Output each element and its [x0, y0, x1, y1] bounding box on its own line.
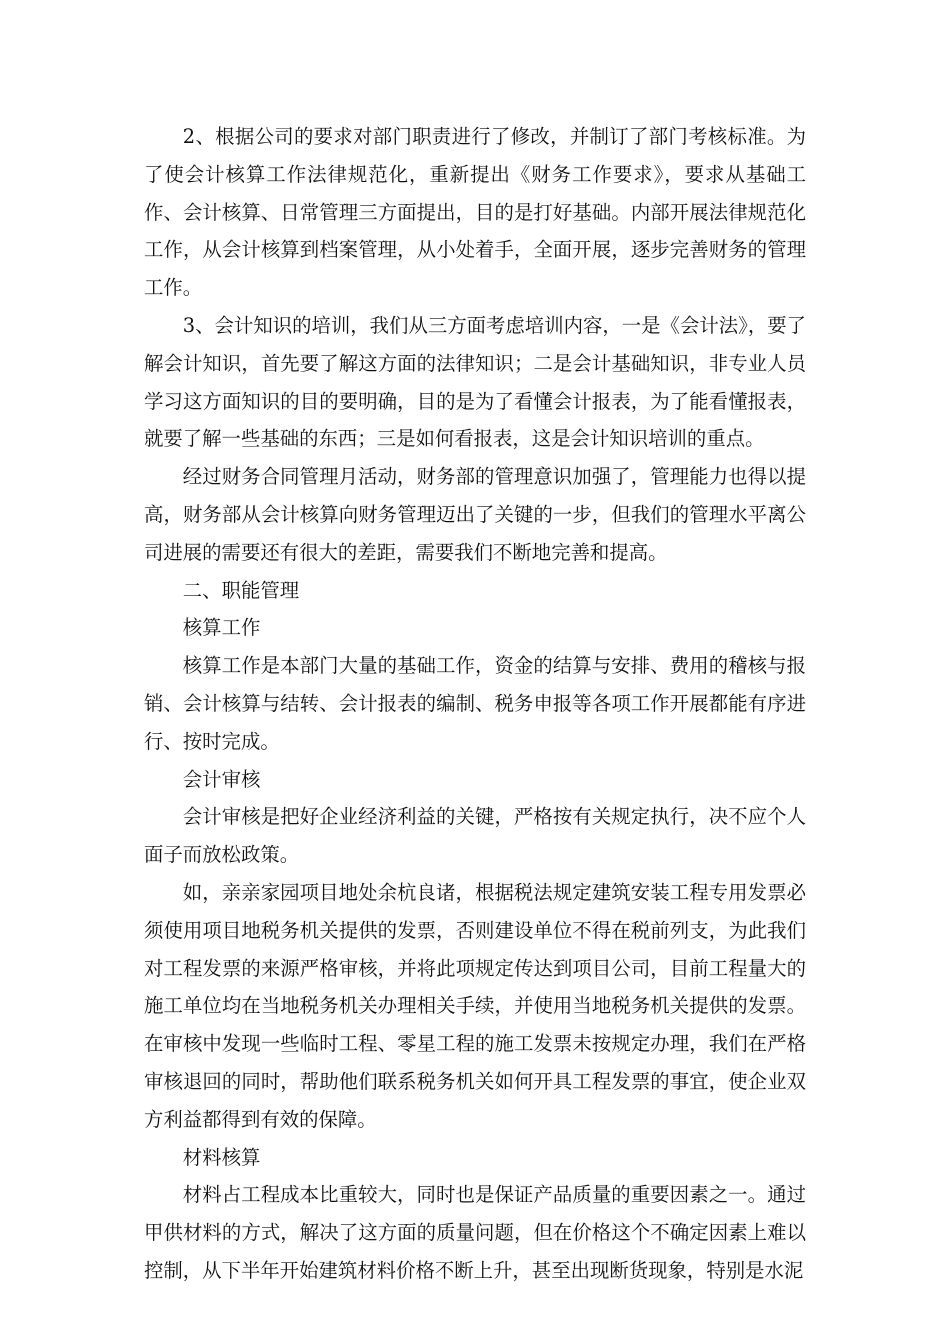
- document-page: [144, 118, 806, 1290]
- paragraph-management-summary: 经过财务合同管理月活动，财务部的管理意识加强了，管理能力也得以提高，财务部从会计核算向财务管理迈出了关键的一步，但我们的管理水平离公司进展的需要还有很大的差距，需要我们不断地完善和提高。: [144, 465, 806, 564]
- subheading-accounting-audit: 会计审核: [182, 767, 261, 791]
- subheading-material-accounting: 材料核算: [182, 1145, 261, 1169]
- paragraph-accounting-training: 3、会计知识的培训，我们从三方面考虑培训内容，一是《会计法》，要了解会计知识，首先要了解这方面的法律知识；二是会计基础知识，非专业人员学习这方面知识的目的要明确，目的是为了看懂会计报表，为了能看懂报表，就要了解一些基础的东西；三是如何看报表，这是会计知识培训的重点。: [144, 313, 806, 451]
- paragraph-dept-duties: 2、根据公司的要求对部门职责进行了修改，并制订了部门考核标准。为了使会计核算工作法律规范化，重新提出《财务工作要求》，要求从基础工作、会计核算、日常管理三方面提出，目的是打好基础。内部开展法律规范化工作，从会计核算到档案管理，从小处着手，全面开展，逐步完善财务的管理工作。: [144, 125, 806, 300]
- paragraph-accounting-work: 核算工作是本部门大量的基础工作，资金的结算与安排、费用的稽核与报销、会计核算与结转、会计报表的编制、税务申报等各项工作开展都能有序进行、按时完成。: [144, 654, 806, 753]
- paragraph-audit-example: 如，亲亲家园项目地处余杭良诸，根据税法规定建筑安装工程专用发票必须使用项目地税务机关提供的发票，否则建设单位不得在税前列支，为此我们对工程发票的来源严格审核，并将此项规定传达到项目公司，目前工程量大的施工单位均在当地税务机关办理相关手续，并使用当地税务机关提供的发票。在审核中发现一些临时工程、零星工程的施工发票未按规定办理，我们在严格审核退回的同时，帮助他们联系税务机关如何开具工程发票的事宜，使企业双方利益都得到有效的保障。: [144, 880, 806, 1131]
- subheading-accounting-work: 核算工作: [182, 616, 261, 640]
- section-heading-functional-management: 二、职能管理: [182, 578, 300, 602]
- paragraph-accounting-audit: 会计审核是把好企业经济利益的关键，严格按有关规定执行，决不应个人面子而放松政策。: [144, 805, 806, 867]
- paragraph-material-accounting: 材料占工程成本比重较大，同时也是保证产品质量的重要因素之一。通过甲供材料的方式，解决了这方面的质量问题，但在价格这个不确定因素上难以控制，从下半年开始建筑材料价格不断上升，甚至出现断货现象，特别是水泥: [144, 1183, 806, 1282]
